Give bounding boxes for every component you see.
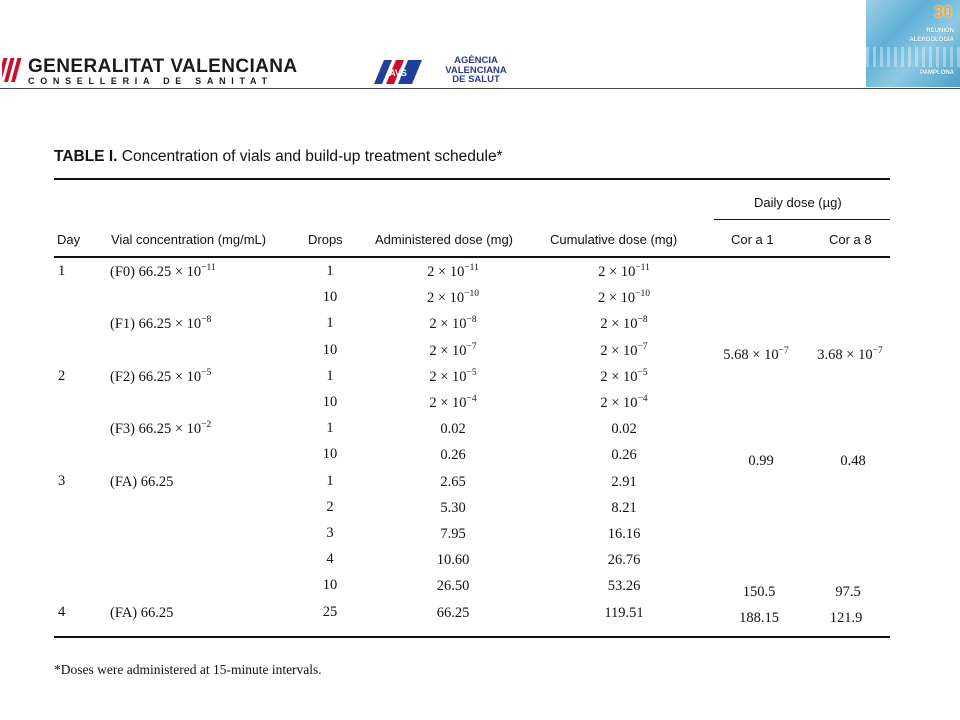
cell-administered-value: 2 × 10 <box>426 290 465 306</box>
cell-drops <box>300 368 360 385</box>
cell-cumulative <box>574 394 674 412</box>
cell-vial-value: (F3) 66.25 × 10 <box>110 421 202 437</box>
cell-cumulative <box>574 525 674 543</box>
cell-administered <box>403 342 503 360</box>
cell-vial-exponent: −5 <box>201 368 212 378</box>
daily-cor-a8-group4: 121.9 <box>829 610 863 626</box>
cell-administered-value: 2 × 10 <box>427 264 465 280</box>
cell-administered-value: 7.95 <box>440 526 466 542</box>
cell-drops-value: 1 <box>326 473 334 489</box>
daily-cor-a1-group4: 188.15 <box>739 610 779 626</box>
cell-administered <box>403 499 503 517</box>
cell-cumulative-exponent: −11 <box>635 263 650 273</box>
cell-cumulative <box>574 446 674 464</box>
cell-cumulative <box>574 368 674 386</box>
cell-drops <box>300 446 360 463</box>
cell-vial-exponent: −8 <box>201 315 212 325</box>
col-header-cor-a8: Cor a 8 <box>829 232 872 247</box>
group-header-daily-dose: Daily dose (µg) <box>754 195 842 210</box>
poster-pattern <box>866 47 960 67</box>
cell-drops <box>300 604 360 621</box>
cell-cumulative-exponent: −8 <box>637 315 648 325</box>
col-header-cor-a1: Cor a 1 <box>731 232 774 247</box>
cell-drops <box>300 289 360 306</box>
cell-vial-value: (FA) 66.25 <box>110 474 174 490</box>
col-header-administered: Administered dose (mg) <box>375 232 513 247</box>
cell-administered-value: 2 × 10 <box>429 395 467 411</box>
cell-administered-value: 2 × 10 <box>429 369 467 385</box>
daily-cor-a8-group2: 0.48 <box>840 453 866 469</box>
cell-cumulative-value: 119.51 <box>604 605 644 621</box>
cell-drops <box>300 525 360 542</box>
daily-cor-a8-group1-exp: −7 <box>872 346 883 356</box>
cell-administered <box>403 368 503 386</box>
cell-administered-exponent: −4 <box>466 394 477 404</box>
cell-drops <box>300 394 360 411</box>
cell-drops-value: 25 <box>322 604 338 620</box>
cell-administered <box>403 577 503 595</box>
cell-administered-exponent: −10 <box>464 289 480 299</box>
cell-cumulative-exponent: −10 <box>635 289 651 299</box>
group-header-rule <box>714 219 890 220</box>
cell-cumulative <box>574 342 674 360</box>
cell-cumulative-value: 2 × 10 <box>600 316 638 332</box>
cell-cumulative <box>574 577 674 595</box>
cell-drops <box>300 420 360 437</box>
cell-vial <box>110 263 216 281</box>
cell-cumulative-value: 26.76 <box>607 552 641 568</box>
table-caption-label: TABLE I. <box>54 148 118 165</box>
cell-drops-value: 4 <box>326 551 334 567</box>
cell-drops-value: 1 <box>326 368 334 384</box>
cell-administered-exponent: −7 <box>466 342 477 352</box>
cell-drops <box>300 315 360 332</box>
cell-day-value: 3 <box>58 473 66 489</box>
cell-cumulative-value: 0.02 <box>611 421 637 437</box>
cell-administered <box>403 420 503 438</box>
cell-drops <box>300 551 360 568</box>
cell-cumulative <box>574 289 674 307</box>
cell-day <box>58 473 65 490</box>
cell-administered <box>403 263 503 281</box>
congress-poster-image <box>866 0 960 87</box>
org-title: GENERALITAT VALENCIANA <box>28 56 298 77</box>
avs-logo-icon <box>372 56 424 86</box>
cell-drops-value: 10 <box>322 446 338 462</box>
cell-drops-value: 10 <box>322 394 338 410</box>
header-divider <box>0 88 960 89</box>
cell-administered-value: 0.02 <box>440 421 466 437</box>
cell-drops-value: 10 <box>322 577 338 593</box>
poster-line-2: ALERGOLOGÍA <box>909 37 954 43</box>
agency-line-2: VALENCIANA <box>445 64 507 76</box>
table-bottom-rule <box>54 636 890 638</box>
cell-administered-exponent: −8 <box>466 315 477 325</box>
agency-name <box>428 56 524 85</box>
cell-administered-value: 10.60 <box>436 552 470 568</box>
cell-administered-exponent: −11 <box>464 263 479 273</box>
cell-administered <box>403 525 503 543</box>
cell-vial-value: (FA) 66.25 <box>110 605 174 621</box>
cell-day-value: 2 <box>58 368 66 384</box>
cell-cumulative-exponent: −5 <box>637 368 648 378</box>
daily-cor-a8-group3: 97.5 <box>835 584 861 600</box>
cell-cumulative-value: 2 × 10 <box>597 290 636 306</box>
cell-vial-value: (F0) 66.25 × 10 <box>110 264 202 280</box>
cell-vial <box>110 420 211 438</box>
cell-vial <box>110 368 211 386</box>
daily-cor-a1-group1-base: 5.68 × 10 <box>723 347 779 363</box>
cell-cumulative-exponent: −7 <box>637 342 648 352</box>
cell-cumulative-value: 2 × 10 <box>600 343 638 359</box>
cell-cumulative-value: 2.91 <box>611 474 637 490</box>
col-header-day: Day <box>57 232 81 247</box>
cell-administered <box>403 315 503 333</box>
cell-drops <box>300 499 360 516</box>
cell-cumulative-value: 53.26 <box>607 578 641 594</box>
poster-line-1: REUNIÓN <box>926 28 954 34</box>
table-caption <box>54 148 503 166</box>
cell-drops <box>300 342 360 359</box>
cell-administered <box>403 473 503 491</box>
agency-line-1: AGÈNCIA <box>454 55 498 66</box>
cell-administered-value: 2.65 <box>440 474 466 490</box>
cell-vial <box>110 315 211 333</box>
cell-administered <box>403 604 503 622</box>
cell-drops-value: 2 <box>326 499 334 515</box>
cell-administered <box>403 551 503 569</box>
header-bottom-rule <box>54 256 890 258</box>
cell-vial-exponent: −2 <box>201 420 212 430</box>
cell-vial <box>110 473 173 491</box>
cell-cumulative-value: 2 × 10 <box>598 264 636 280</box>
cell-administered-value: 26.50 <box>436 578 470 594</box>
cell-vial-value: (F2) 66.25 × 10 <box>110 369 202 385</box>
cell-administered-value: 2 × 10 <box>429 343 467 359</box>
cell-cumulative-value: 0.26 <box>611 447 637 463</box>
daily-cor-a1-group3: 150.5 <box>742 584 776 600</box>
poster-number: 30 <box>934 4 952 21</box>
cell-cumulative-value: 16.16 <box>607 526 641 542</box>
cell-cumulative-value: 2 × 10 <box>600 395 638 411</box>
cell-drops <box>300 263 360 280</box>
cell-cumulative <box>574 604 674 622</box>
daily-cor-a1-group1 <box>706 346 806 364</box>
table-top-rule <box>54 178 890 180</box>
cell-vial-value: (F1) 66.25 × 10 <box>110 316 202 332</box>
col-header-cumulative: Cumulative dose (mg) <box>550 232 678 247</box>
cell-drops <box>300 577 360 594</box>
cell-administered-value: 2 × 10 <box>429 316 467 332</box>
cell-cumulative <box>574 473 674 491</box>
cell-drops-value: 10 <box>322 289 338 305</box>
cell-cumulative <box>574 420 674 438</box>
cell-day <box>58 604 65 621</box>
cell-administered-exponent: −5 <box>466 368 477 378</box>
cell-administered <box>403 446 503 464</box>
cell-cumulative-exponent: −4 <box>637 394 648 404</box>
cell-drops <box>300 473 360 490</box>
daily-cor-a1-group1-exp: −7 <box>778 346 789 356</box>
table-footnote: *Doses were administered at 15-minute intervals. <box>54 662 322 677</box>
generalitat-emblem-icon <box>2 56 24 84</box>
cell-day <box>58 368 65 385</box>
cell-administered-value: 0.26 <box>440 447 466 463</box>
table-caption-text: Concentration of vials and build-up treatment schedule* <box>121 148 503 165</box>
cell-drops-value: 1 <box>326 315 334 331</box>
daily-cor-a8-group1-base: 3.68 × 10 <box>817 347 873 363</box>
cell-drops-value: 10 <box>322 342 338 358</box>
cell-cumulative <box>574 499 674 517</box>
cell-cumulative <box>574 263 674 281</box>
cell-drops-value: 1 <box>326 263 334 279</box>
cell-cumulative-value: 2 × 10 <box>600 369 638 385</box>
col-header-drops: Drops <box>308 232 343 247</box>
cell-administered <box>403 289 503 307</box>
col-header-vial: Vial concentration (mg/mL) <box>111 232 267 247</box>
cell-drops-value: 3 <box>326 525 334 541</box>
cell-administered <box>403 394 503 412</box>
org-subtitle: CONSELLERIA DE SANITAT <box>28 76 273 86</box>
avs-abbrev: AVS <box>389 68 407 78</box>
cell-cumulative <box>574 315 674 333</box>
cell-day-value: 1 <box>58 263 66 279</box>
agency-line-3: DE SALUT <box>452 74 500 85</box>
daily-cor-a1-group2: 0.99 <box>748 453 774 469</box>
poster-line-3: PAMPLONA <box>920 70 954 76</box>
cell-administered-value: 66.25 <box>436 605 470 621</box>
cell-drops-value: 1 <box>326 420 334 436</box>
cell-day <box>58 263 65 280</box>
daily-cor-a8-group1 <box>800 346 900 364</box>
cell-cumulative-value: 8.21 <box>611 500 637 516</box>
cell-cumulative <box>574 551 674 569</box>
cell-administered-value: 5.30 <box>440 500 466 516</box>
cell-vial <box>110 604 173 622</box>
cell-day-value: 4 <box>58 604 66 620</box>
cell-vial-exponent: −11 <box>201 263 216 273</box>
